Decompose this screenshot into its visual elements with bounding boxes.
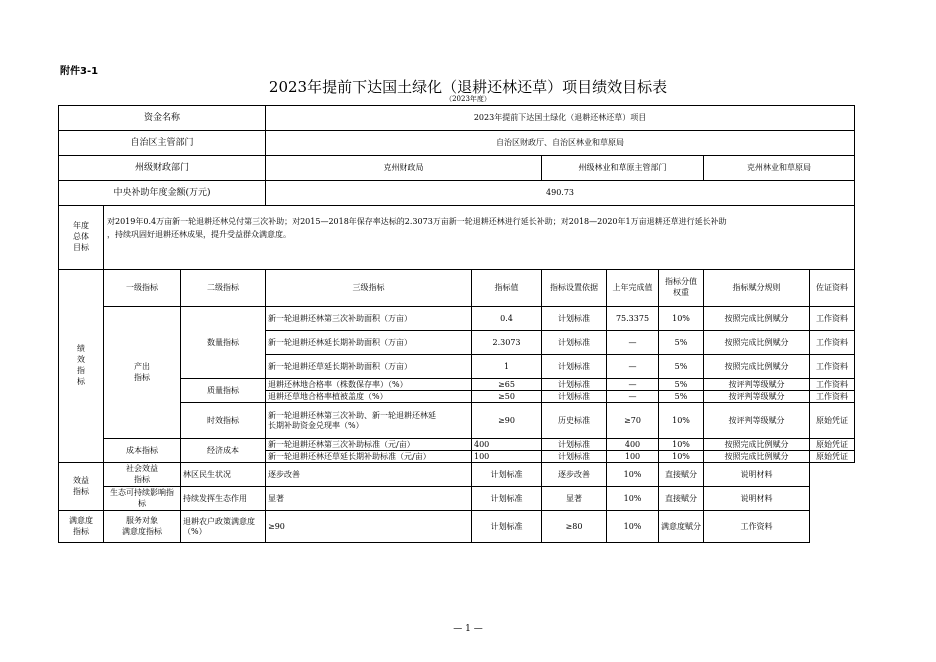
indicator-name: 新一轮退耕还林第三次补助标准（元/亩） (266, 439, 472, 451)
indicator-basis: 计划标准 (542, 379, 607, 391)
indicator-basis: 计划标准 (542, 391, 607, 403)
indicator-rule: 按照完成比例赋分 (704, 307, 810, 331)
indicator-value: 100 (472, 451, 542, 463)
indicator-last: — (607, 391, 659, 403)
indicator-header-row (59, 270, 855, 307)
indicator-basis: 计划标准 (542, 451, 607, 463)
indicator-last: — (607, 355, 659, 379)
indicator-weight: 10% (607, 487, 659, 511)
indicator-weight: 5% (659, 379, 704, 391)
header-level2: 二级指标 (181, 270, 266, 307)
header-level3: 三级指标 (266, 270, 472, 307)
header-last-year: 上年完成值 (607, 270, 659, 307)
indicator-weight: 10% (659, 451, 704, 463)
table-row (59, 463, 855, 487)
indicator-evidence: 说明材料 (704, 487, 810, 511)
time-indicator-label: 时效指标 (181, 403, 266, 439)
page-number: — 1 — (453, 624, 483, 634)
header-rule: 指标赋分规则 (704, 270, 810, 307)
indicator-evidence: 工作资料 (810, 331, 855, 355)
indicator-rule: 按照完成比例赋分 (704, 331, 810, 355)
indicator-value: ≥65 (472, 379, 542, 391)
indicator-value: 2.3073 (472, 331, 542, 355)
state-forestry-label: 州级林业和草原主管部门 (542, 156, 704, 181)
indicator-value: 400 (472, 439, 542, 451)
indicator-weight: 10% (659, 307, 704, 331)
indicator-rule: 直接赋分 (659, 487, 704, 511)
indicator-last: 逐步改善 (542, 463, 607, 487)
indicator-evidence: 工作资料 (810, 391, 855, 403)
indicator-rule: 按照完成比例赋分 (704, 439, 810, 451)
amount-label: 中央补助年度金额(万元) (59, 181, 266, 206)
indicator-value: ≥90 (266, 511, 472, 543)
quality-indicator-label: 质量指标 (181, 379, 266, 403)
dept-row (59, 131, 855, 156)
indicator-last: 100 (607, 451, 659, 463)
indicator-name: 退耕还林地合格率（株数保存率）（%） (266, 379, 472, 391)
indicator-last: — (607, 379, 659, 391)
indicator-rule: 按照完成比例赋分 (704, 451, 810, 463)
indicator-evidence: 工作资料 (704, 511, 810, 543)
benefit-indicator-label: 效益 指标 (59, 463, 104, 511)
indicator-weight: 10% (659, 439, 704, 451)
indicator-value: ≥50 (472, 391, 542, 403)
header-basis: 指标设置依据 (542, 270, 607, 307)
table-row (59, 307, 855, 331)
indicator-basis: 历史标准 (542, 403, 607, 439)
indicator-weight: 5% (659, 391, 704, 403)
header-level1: 一级指标 (104, 270, 181, 307)
indicator-last: ≥80 (542, 511, 607, 543)
indicator-rule: 满意度赋分 (659, 511, 704, 543)
attachment-label: 附件3-1 (60, 66, 99, 77)
page-subtitle: （2023年度） (445, 95, 491, 103)
indicator-name: 退耕农户政策满意度（%） (181, 511, 266, 543)
indicator-weight: 10% (607, 463, 659, 487)
indicator-name: 新一轮退耕还林第三次补助、新一轮退耕还林延 长期补助资金兑现率（%） (266, 403, 472, 439)
indicator-basis: 计划标准 (472, 511, 542, 543)
state-forestry-value: 克州林业和草原局 (704, 156, 855, 181)
indicator-rule: 按评判等级赋分 (704, 379, 810, 391)
eco-sustainability-label: 生态可持续影响指 标 (104, 487, 181, 511)
quantity-indicator-label: 数量指标 (181, 307, 266, 379)
indicator-value: 显著 (266, 487, 472, 511)
indicator-value: 0.4 (472, 307, 542, 331)
header-weight: 指标分值 权重 (659, 270, 704, 307)
indicator-basis: 计划标准 (472, 487, 542, 511)
goal-text: 对2019年0.4万亩新一轮退耕还林兑付第三次补助；对2015—2018年保存率达标的2.3073万亩新一轮退耕还林进行延长补助；对2018—2020年1万亩退耕还草进行延长补助 ，持续巩固好退耕还林成果，提升受益群众满意度。 (104, 206, 855, 270)
indicator-weight: 5% (659, 355, 704, 379)
indicator-evidence: 原始凭证 (810, 403, 855, 439)
indicator-evidence: 工作资料 (810, 307, 855, 331)
indicator-value: ≥90 (472, 403, 542, 439)
indicator-rule: 按评判等级赋分 (704, 391, 810, 403)
indicator-basis: 计划标准 (542, 439, 607, 451)
indicator-name: 林区民生状况 (181, 463, 266, 487)
social-benefit-label: 社会效益 指标 (104, 463, 181, 487)
indicator-value: 1 (472, 355, 542, 379)
indicator-last: ≥70 (607, 403, 659, 439)
header-value: 指标值 (472, 270, 542, 307)
performance-table (58, 105, 855, 543)
dept-value: 自治区财政厅、自治区林业和草原局 (266, 131, 855, 156)
table-row (59, 439, 855, 451)
fund-label: 资金名称 (59, 106, 266, 131)
fund-value: 2023年提前下达国土绿化（退耕还林还草）项目 (266, 106, 855, 131)
dept-label: 自治区主管部门 (59, 131, 266, 156)
indicator-evidence: 原始凭证 (810, 439, 855, 451)
economic-cost-label: 经济成本 (181, 439, 266, 463)
amount-row (59, 181, 855, 206)
indicator-evidence: 工作资料 (810, 355, 855, 379)
indicator-name: 新一轮退耕还林延长期补助面积（万亩） (266, 331, 472, 355)
indicator-last: 75.3375 (607, 307, 659, 331)
indicator-evidence: 原始凭证 (810, 451, 855, 463)
table-row (59, 487, 855, 511)
indicator-last: 显著 (542, 487, 607, 511)
table-row (59, 511, 855, 543)
output-indicator-label: 产出 指标 (104, 307, 181, 439)
state-fin-value: 克州财政局 (266, 156, 542, 181)
indicator-weight: 5% (659, 331, 704, 355)
indicator-name: 新一轮退耕还草延长期补助面积（万亩） (266, 355, 472, 379)
indicator-basis: 计划标准 (542, 331, 607, 355)
indicator-basis: 计划标准 (542, 307, 607, 331)
indicator-name: 新一轮退耕还林第三次补助面积（万亩） (266, 307, 472, 331)
indicator-name: 持续发挥生态作用 (181, 487, 266, 511)
indicator-last: — (607, 331, 659, 355)
indicator-name: 退耕还草地合格率植被盖度（%） (266, 391, 472, 403)
performance-indicator-label: 绩 效 指 标 (59, 270, 104, 463)
indicator-weight: 10% (659, 403, 704, 439)
indicator-basis: 计划标准 (542, 355, 607, 379)
indicator-rule: 直接赋分 (659, 463, 704, 487)
service-satisfaction-label: 服务对象 满意度指标 (104, 511, 181, 543)
fund-row (59, 106, 855, 131)
amount-value: 490.73 (266, 181, 855, 206)
indicator-rule: 按评判等级赋分 (704, 403, 810, 439)
goal-row (59, 206, 855, 270)
indicator-basis: 计划标准 (472, 463, 542, 487)
indicator-evidence: 说明材料 (704, 463, 810, 487)
header-evidence: 佐证资料 (810, 270, 855, 307)
indicator-last: 400 (607, 439, 659, 451)
state-fin-row (59, 156, 855, 181)
page-title: 2023年提前下达国土绿化（退耕还林还草）项目绩效目标表 (268, 78, 668, 96)
satisfaction-indicator-label: 满意度 指标 (59, 511, 104, 543)
state-fin-label: 州级财政部门 (59, 156, 266, 181)
indicator-rule: 按照完成比例赋分 (704, 355, 810, 379)
indicator-weight: 10% (607, 511, 659, 543)
goal-label: 年度 总体 目标 (59, 206, 104, 270)
cost-indicator-label: 成本指标 (104, 439, 181, 463)
indicator-value: 逐步改善 (266, 463, 472, 487)
indicator-name: 新一轮退耕还林还草延长期补助标准（元/亩） (266, 451, 472, 463)
indicator-evidence: 工作资料 (810, 379, 855, 391)
